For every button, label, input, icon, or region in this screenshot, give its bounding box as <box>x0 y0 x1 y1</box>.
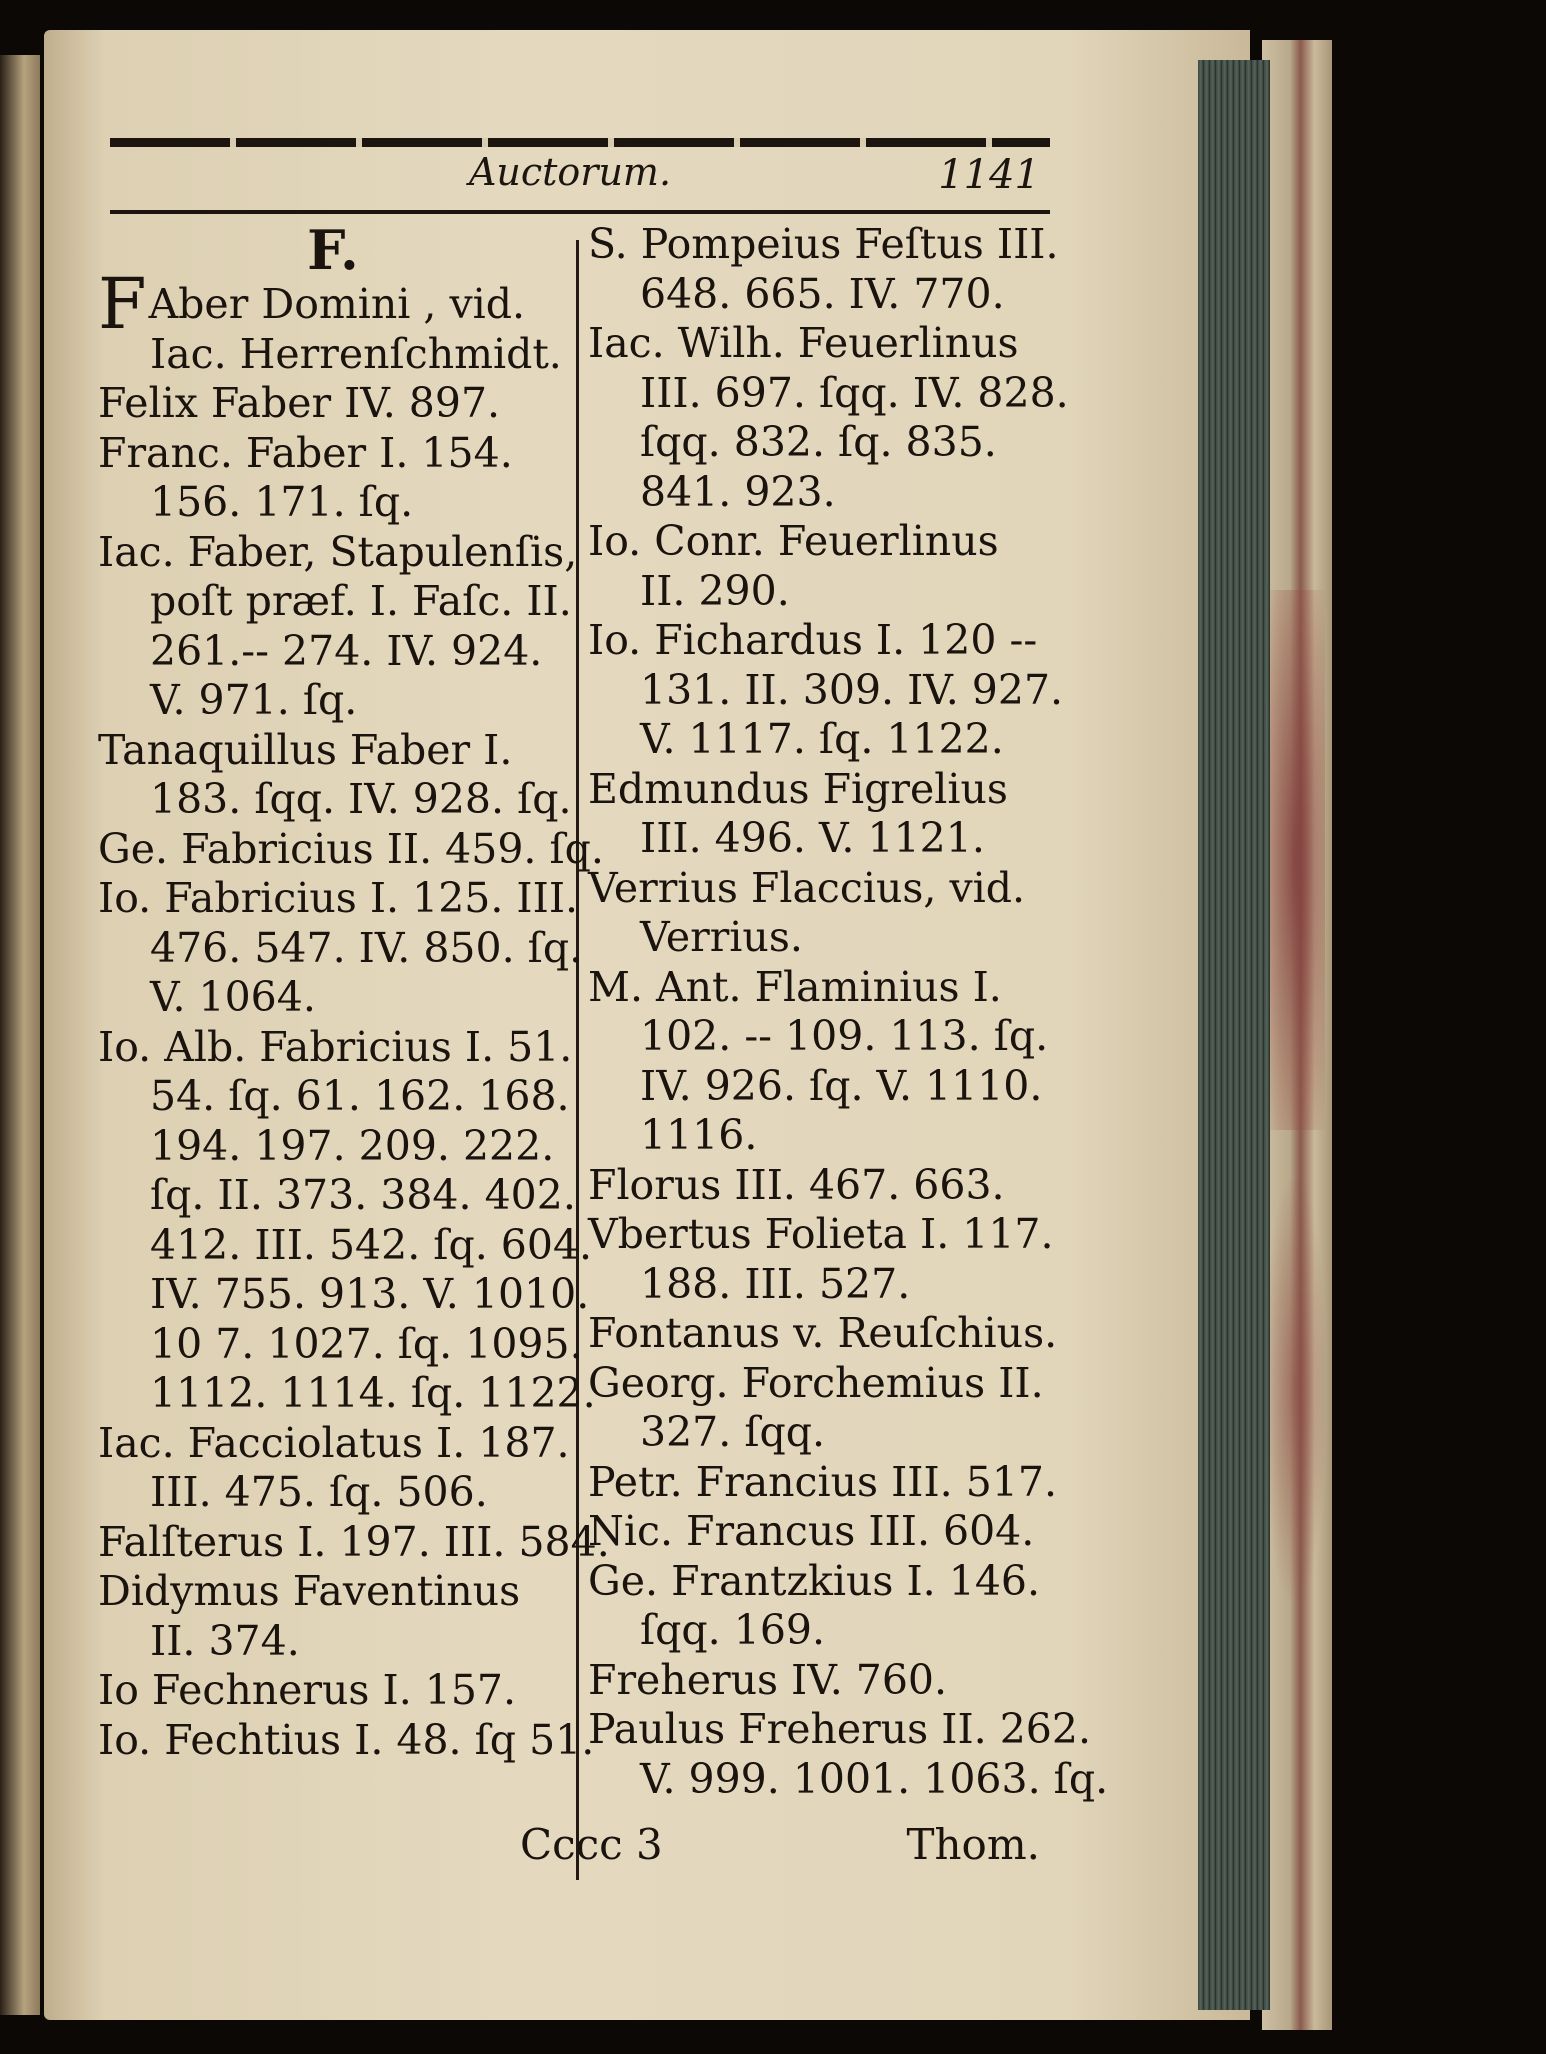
index-line-text: IV. 926. ſq. V. 1110. <box>640 1061 1043 1110</box>
index-line <box>588 616 1043 666</box>
index-line-text: Io. Fabricius I. 125. III. <box>98 874 579 922</box>
index-line <box>98 1567 568 1617</box>
index-line <box>98 1517 610 1568</box>
index-line-text: Tanaquillus Faber I. <box>98 725 513 774</box>
index-line <box>588 913 1043 963</box>
index-line <box>98 824 604 875</box>
index-line-text: Didymus Faventinus <box>98 1567 521 1615</box>
index-line-text: Io. Alb. Fabricius I. 51. <box>98 1022 573 1071</box>
index-line <box>98 1171 576 1221</box>
index-line-text: III. 496. V. 1121. <box>640 814 985 862</box>
index-line-text: II. 290. <box>640 566 790 615</box>
index-line-text: Petr. Francius III. 517. <box>588 1457 1058 1506</box>
index-line-text: Felix Faber IV. 897. <box>98 379 501 427</box>
index-line-text: 188. III. 527. <box>640 1259 911 1308</box>
index-line <box>588 368 1069 419</box>
index-line <box>588 1754 1109 1805</box>
index-line <box>588 715 1043 765</box>
index-line-text: III. 475. ſq. 506. <box>150 1468 488 1516</box>
index-line <box>588 814 1043 864</box>
index-line <box>588 765 1043 815</box>
header-rule-bottom <box>110 210 1050 214</box>
index-line-text: Io. Fechtius I. 48. ſq 51. <box>98 1715 595 1764</box>
drop-cap: F <box>98 263 147 345</box>
catchword: Thom. <box>906 1820 1040 1869</box>
index-line <box>98 1419 568 1469</box>
index-line <box>588 1161 1043 1211</box>
index-line <box>98 627 568 677</box>
index-line <box>588 319 1043 369</box>
page-block-edge <box>1198 60 1270 2010</box>
index-line <box>98 1072 568 1122</box>
index-line <box>588 1606 1043 1656</box>
index-line <box>98 1715 595 1766</box>
index-line-text: 183. ſqq. IV. 928. ſq. <box>150 775 572 823</box>
index-line-text: Fontanus v. Reuſchius. <box>588 1309 1058 1357</box>
index-line <box>588 1111 1043 1161</box>
index-line-text: ſqq. 832. ſq. 835. <box>640 418 997 466</box>
index-line-text: 1112. 1114. ſq. 1122. <box>150 1369 596 1417</box>
index-line-text: F. <box>307 218 359 282</box>
index-line <box>588 864 1043 914</box>
index-line <box>98 1122 568 1172</box>
index-line <box>98 1666 568 1716</box>
index-line-text: Freherus IV. 760. <box>588 1655 948 1704</box>
index-line-text: Edmundus Figrelius <box>588 764 1008 813</box>
running-header-title: Auctorum. <box>468 150 672 194</box>
index-line-text: 841. 923. <box>640 467 836 516</box>
index-line <box>588 418 1043 468</box>
index-line-text: Verrius Flaccius, vid. <box>588 863 1026 912</box>
index-line <box>98 263 568 345</box>
index-line <box>98 1022 573 1073</box>
index-line-text: Aber Domini , vid. <box>148 280 526 328</box>
index-line-text: 1116. <box>640 1111 758 1159</box>
index-line-text: 102. -- 109. 113. ſq. <box>640 1012 1049 1060</box>
index-line-text: Georg. Forchemius II. <box>588 1358 1044 1407</box>
index-line <box>588 1359 1043 1409</box>
binding-stain-lower <box>1265 1180 1325 1600</box>
index-line <box>98 429 568 479</box>
index-line-text: S. Pompeius Feſtus III. <box>588 220 1059 268</box>
index-line <box>588 1557 1043 1607</box>
index-line <box>588 1012 1049 1062</box>
index-line-text: Io. Conr. Feuerlinus <box>588 517 999 565</box>
index-line-text: 194. 197. 209. 222. <box>150 1121 555 1170</box>
index-line <box>98 220 568 280</box>
index-line <box>588 1408 1043 1458</box>
index-line-text: M. Ant. Flaminius I. <box>588 962 1002 1011</box>
index-line-text: Iac. Faber, Stapulenſis, <box>98 527 578 576</box>
index-line-text: 327. ſqq. <box>640 1408 826 1456</box>
index-line <box>98 330 568 380</box>
index-line <box>588 1507 1043 1557</box>
header-rule-top <box>110 138 1050 147</box>
index-line <box>588 567 1043 617</box>
index-line-text: 261.-- 274. IV. 924. <box>150 626 543 675</box>
index-line-text: ſqq. 169. <box>640 1606 826 1654</box>
index-line-text: ſq. II. 373. 384. 402. <box>150 1171 576 1219</box>
page-number: 1141 <box>938 152 1040 198</box>
binding-stain <box>1265 590 1325 1130</box>
index-line-text: III. 697. ſqq. IV. 828. <box>640 368 1069 417</box>
index-line-text: Ge. Fabricius II. 459. ſq. <box>98 824 604 873</box>
index-line-text: 648. 665. IV. 770. <box>640 269 1005 318</box>
index-line <box>98 379 568 429</box>
index-line <box>588 220 1059 270</box>
index-line <box>588 963 1043 1013</box>
index-line-text: 10 7. 1027. ſq. 1095. <box>150 1319 583 1368</box>
index-line-text: V. 999. 1001. 1063. ſq. <box>640 1754 1109 1803</box>
signature-mark: Cccc 3 <box>520 1820 663 1869</box>
facing-page-edge <box>0 55 40 2015</box>
index-line-text: V. 971. ſq. <box>150 676 358 724</box>
index-column-right <box>588 220 1109 1804</box>
index-line <box>588 1062 1043 1112</box>
index-line <box>98 726 568 776</box>
index-line-text: Iac. Wilh. Feuerlinus <box>588 319 1019 367</box>
column-divider <box>576 240 579 1880</box>
index-line <box>98 1617 568 1667</box>
index-line-text: 412. III. 542. ſq. 604. <box>150 1220 593 1269</box>
index-line <box>588 1260 1043 1310</box>
index-line <box>98 527 578 578</box>
index-line <box>98 973 568 1023</box>
index-line <box>588 665 1064 716</box>
index-line-text: Florus III. 467. 663. <box>588 1160 1005 1209</box>
index-line <box>588 1656 1043 1706</box>
index-line-text: poſt præf. I. Faſc. II. <box>150 577 572 625</box>
index-line-text: Paulus Freherus II. 262. <box>588 1705 1091 1753</box>
index-line <box>98 577 572 627</box>
index-line <box>588 1309 1058 1359</box>
index-line <box>98 923 583 974</box>
index-line-text: Vbertus Folieta I. 117. <box>588 1210 1054 1258</box>
index-line-text: V. 1117. ſq. 1122. <box>640 715 1004 763</box>
index-line <box>588 1210 1054 1260</box>
index-line-text: 54. ſq. 61. 162. 168. <box>150 1072 570 1120</box>
index-line-text: Verrius. <box>640 913 803 961</box>
index-line <box>588 270 1043 320</box>
index-line <box>98 676 568 726</box>
index-line <box>98 1270 590 1320</box>
index-line-text: 156. 171. ſq. <box>150 478 414 526</box>
index-line <box>98 478 568 528</box>
index-line-text: IV. 755. 913. V. 1010. <box>150 1270 590 1318</box>
index-line-text: Iac. Facciolatus I. 187. <box>98 1418 570 1467</box>
index-line-text: Nic. Francus III. 604. <box>588 1507 1035 1555</box>
index-line <box>588 517 1043 567</box>
index-line <box>98 1220 593 1271</box>
index-line-text: Io Fechnerus I. 157. <box>98 1666 517 1714</box>
index-line-text: 131. II. 309. IV. 927. <box>640 665 1064 714</box>
index-line-text: Io. Fichardus I. 120 -- <box>588 616 1038 664</box>
index-line <box>98 775 572 825</box>
index-line <box>98 1319 583 1370</box>
index-line <box>98 1468 568 1518</box>
index-column-left <box>98 218 610 1765</box>
index-line-text: 476. 547. IV. 850. ſq. <box>150 923 583 972</box>
index-line-text: Iac. Herrenſchmidt. <box>150 329 562 378</box>
index-line-text: Franc. Faber I. 154. <box>98 428 513 477</box>
index-line-text: II. 374. <box>150 1616 300 1665</box>
index-line <box>98 1369 596 1419</box>
index-line <box>588 468 1043 518</box>
index-line-text: Falſterus I. 197. III. 584. <box>98 1517 610 1566</box>
index-line-text: Ge. Frantzkius I. 146. <box>588 1556 1041 1605</box>
index-line <box>98 874 579 924</box>
index-line-text: V. 1064. <box>150 973 316 1021</box>
index-line <box>588 1457 1058 1508</box>
index-line <box>588 1705 1091 1755</box>
